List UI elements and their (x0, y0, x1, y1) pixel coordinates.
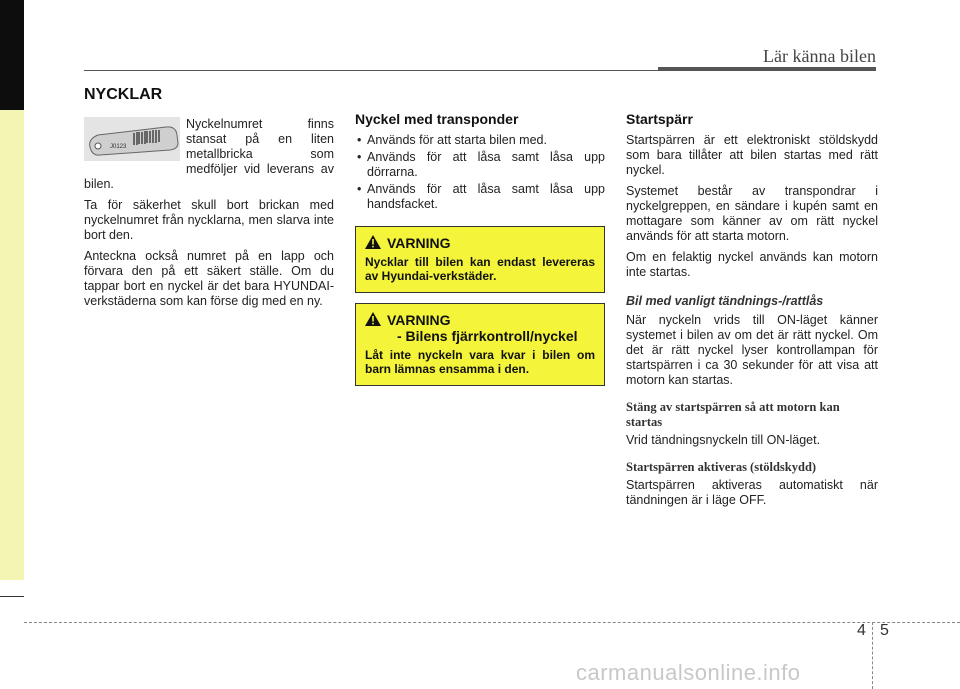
warning-triangle-icon (365, 235, 381, 249)
paragraph: När nyckeln vrids till ON-läget känner systemet i bilen av om det är rätt nyckel. Om det är rätt nyckel lyser kontrollampan för startspärren i ca 30 sekunder för att visa att motorn kan startas. (626, 313, 878, 387)
tab-divider (0, 596, 24, 597)
chapter-number: 4 (857, 622, 866, 639)
transponder-list (355, 133, 605, 212)
key-caption: Nyckelnumret finns stansat på en liten metallbricka som medföljer vid leverans av bilen. (84, 117, 334, 191)
footer-rule (24, 622, 960, 623)
subheading: Startspärren aktiveras (stöldskydd) (626, 460, 817, 474)
list-item: • Används för att starta bilen med. (355, 133, 605, 148)
warning-box-2 (355, 303, 605, 386)
transponder-heading: Nyckel med transponder (355, 111, 519, 127)
warning-title: VARNING (387, 312, 451, 328)
page-number: 5 (880, 622, 889, 639)
warning-text: Låt inte nyckeln vara kvar i bilen om barn lämnas ensamma i den. (365, 348, 595, 376)
warning-title: VARNING (387, 235, 451, 251)
section-title: NYCKLAR (84, 86, 163, 103)
footer-divider (872, 622, 873, 689)
column-transponder (355, 112, 605, 396)
chapter-title: Lär känna bilen (763, 46, 876, 66)
paragraph: Ta för säkerhet skull bort brickan med nyckelnumret från nycklarna, men slarva inte bort den. (84, 198, 334, 242)
paragraph: Startspärren är ett elektroniskt stöldskydd som bara tillåter att bilen startas med rätt nyckel. (626, 133, 878, 177)
paragraph: Systemet består av transpondrar i nyckelgreppen, en sändare i kupén samt en mottagare som känner av om rätt nyckel används för att starta motorn. (626, 184, 878, 243)
list-item: • Används för att låsa samt låsa upp handsfacket. (355, 182, 605, 212)
chapter-tab-yellow (0, 110, 24, 580)
list-item: • Används för att låsa samt låsa upp dörrarna. (355, 150, 605, 180)
warning-box-1 (355, 226, 605, 293)
key-tag-image (84, 117, 180, 161)
key-tag-number: J0123 (110, 144, 127, 150)
warning-triangle-icon (365, 312, 381, 326)
chapter-tab-black (0, 0, 24, 110)
watermark: carmanualsonline.info (576, 660, 801, 685)
paragraph: Startspärren aktiveras automatiskt när tändningen är i läge OFF. (626, 478, 878, 507)
paragraph: Om en felaktig nyckel används kan motorn inte startas. (626, 250, 878, 279)
column-immobilizer (626, 112, 878, 514)
warning-subtitle: - Bilens fjärrkontroll/nyckel (397, 328, 578, 344)
column-keys (84, 117, 334, 315)
immobilizer-heading: Startspärr (626, 111, 693, 127)
paragraph: Anteckna också numret på en lapp och förvara den på ett säkert ställe. Om du tappar bort en nyckel är det bara HYUNDAI-verkstäderna som kan förse dig med en ny. (84, 249, 334, 308)
header-rule-accent (658, 67, 876, 71)
subheading: Bil med vanligt tändnings-/rattlås (626, 294, 824, 308)
warning-text: Nycklar till bilen kan endast levereras av Hyundai-verkstäder. (365, 255, 595, 283)
paragraph: Vrid tändningsnyckeln till ON-läget. (626, 433, 821, 447)
subheading: Stäng av startspärren så att motorn kan startas (626, 400, 840, 429)
